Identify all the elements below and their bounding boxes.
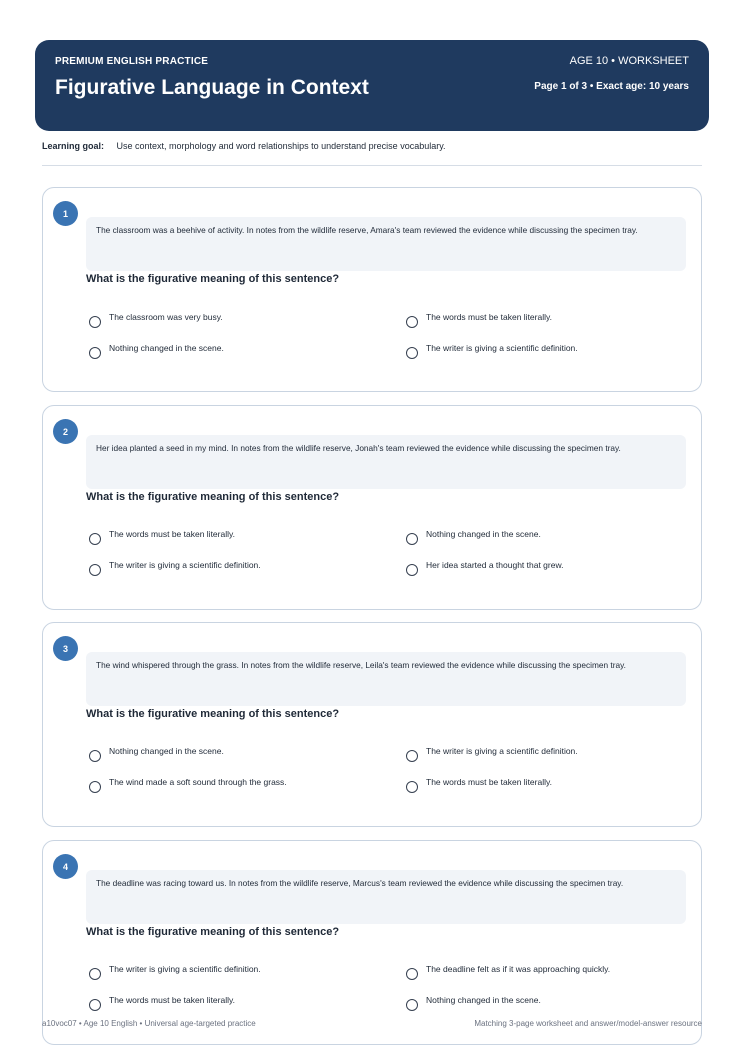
age-worksheet-label: AGE 10 • WORKSHEET xyxy=(569,55,689,67)
question-card-1 xyxy=(42,187,702,392)
answer-option-label: Nothing changed in the scene. xyxy=(426,529,541,539)
radio-button[interactable] xyxy=(89,999,101,1011)
answer-option-label: The words must be taken literally. xyxy=(109,995,235,1005)
brand-label: PREMIUM ENGLISH PRACTICE xyxy=(55,56,209,67)
answer-option-label: Nothing changed in the scene. xyxy=(109,746,224,756)
radio-button[interactable] xyxy=(406,347,418,359)
radio-button[interactable] xyxy=(406,968,418,980)
radio-button[interactable] xyxy=(406,533,418,545)
question-number-badge: 3 xyxy=(53,636,78,661)
question-prompt: What is the figurative meaning of this sentence? xyxy=(86,926,340,938)
answer-option-label: The wind made a soft sound through the grass. xyxy=(109,777,287,787)
question-card-3 xyxy=(42,622,702,827)
radio-button[interactable] xyxy=(406,999,418,1011)
radio-button[interactable] xyxy=(406,564,418,576)
radio-button[interactable] xyxy=(89,968,101,980)
page-info: Page 1 of 3 • Exact age: 10 years xyxy=(534,81,689,92)
radio-button[interactable] xyxy=(89,564,101,576)
learning-goal-label: Learning goal: xyxy=(42,141,105,151)
footer-note: Matching 3-page worksheet and answer/model-answer resource xyxy=(474,1019,702,1028)
question-prompt: What is the figurative meaning of this sentence? xyxy=(86,273,340,285)
answer-option-label: The words must be taken literally. xyxy=(109,529,235,539)
question-passage: The classroom was a beehive of activity. In notes from the wildlife reserve, Amara's team reviewed the evidence while discussing the specimen tray. xyxy=(86,217,686,271)
radio-button[interactable] xyxy=(406,750,418,762)
question-passage: The deadline was racing toward us. In notes from the wildlife reserve, Marcus's team reviewed the evidence while discussing the specimen tray. xyxy=(86,870,686,924)
learning-goal-text: Use context, morphology and word relationships to understand precise vocabulary. xyxy=(116,141,446,151)
answer-option-label: The words must be taken literally. xyxy=(426,777,552,787)
divider xyxy=(42,165,702,166)
question-prompt: What is the figurative meaning of this sentence? xyxy=(86,708,340,720)
radio-button[interactable] xyxy=(89,750,101,762)
answer-option-label: Nothing changed in the scene. xyxy=(426,995,541,1005)
answer-option-label: The deadline felt as if it was approaching quickly. xyxy=(426,964,611,974)
question-card-4 xyxy=(42,840,702,1045)
radio-button[interactable] xyxy=(406,781,418,793)
answer-option-label: The classroom was very busy. xyxy=(109,312,223,322)
answer-option-label: The words must be taken literally. xyxy=(426,312,552,322)
page-title: Figurative Language in Context xyxy=(55,76,369,99)
answer-option-label: The writer is giving a scientific definition. xyxy=(109,964,261,974)
question-prompt: What is the figurative meaning of this sentence? xyxy=(86,491,340,503)
learning-goal xyxy=(42,141,446,151)
radio-button[interactable] xyxy=(406,316,418,328)
question-number-badge: 4 xyxy=(53,854,78,879)
radio-button[interactable] xyxy=(89,316,101,328)
question-passage: Her idea planted a seed in my mind. In notes from the wildlife reserve, Jonah's team reviewed the evidence while discussing the specimen tray. xyxy=(86,435,686,489)
question-card-2 xyxy=(42,405,702,610)
worksheet-header xyxy=(35,40,709,131)
radio-button[interactable] xyxy=(89,533,101,545)
answer-option-label: The writer is giving a scientific definition. xyxy=(426,343,578,353)
radio-button[interactable] xyxy=(89,781,101,793)
footer-code: a10voc07 • Age 10 English • Universal age-targeted practice xyxy=(42,1019,256,1028)
question-number-badge: 2 xyxy=(53,419,78,444)
answer-option-label: The writer is giving a scientific definition. xyxy=(109,560,261,570)
answer-option-label: The writer is giving a scientific definition. xyxy=(426,746,578,756)
radio-button[interactable] xyxy=(89,347,101,359)
answer-option-label: Nothing changed in the scene. xyxy=(109,343,224,353)
question-number-badge: 1 xyxy=(53,201,78,226)
question-passage: The wind whispered through the grass. In notes from the wildlife reserve, Leila's team reviewed the evidence while discussing the specimen tray. xyxy=(86,652,686,706)
answer-option-label: Her idea started a thought that grew. xyxy=(426,560,564,570)
